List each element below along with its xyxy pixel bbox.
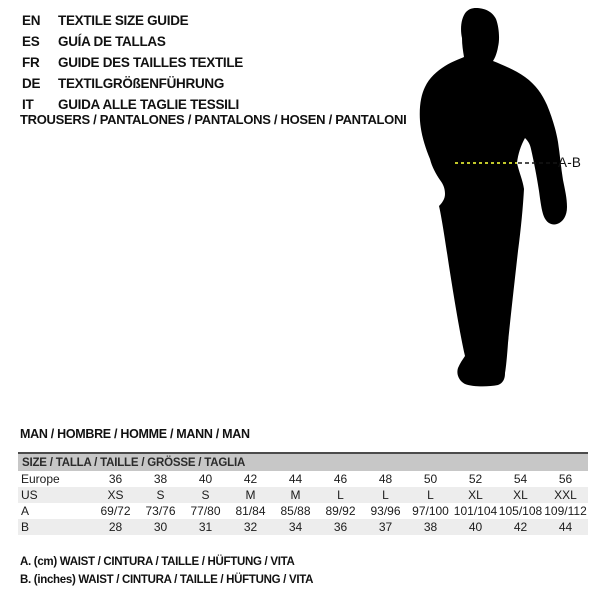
size-table-cell: 81/84 [235, 504, 266, 518]
size-table-cell: 89/92 [325, 504, 356, 518]
size-table-cell: 38 [423, 520, 438, 534]
size-table-cell: 31 [198, 520, 213, 534]
size-table-header-row [18, 453, 588, 471]
size-table-cell: 37 [378, 520, 393, 534]
size-table-cell: S [156, 488, 165, 502]
size-table-cell: XXL [554, 488, 577, 502]
language-row-es [22, 31, 243, 52]
language-row-de [22, 73, 243, 94]
size-table-cell: 40 [198, 472, 213, 486]
size-table-cell: 36 [333, 520, 348, 534]
size-table-cell: 69/72 [100, 504, 131, 518]
size-table-cell: 93/96 [370, 504, 401, 518]
size-table-row [18, 503, 588, 519]
size-table-row-label: A [21, 504, 30, 518]
size-table-cell: 73/76 [145, 504, 176, 518]
size-table-header: SIZE / TALLA / TAILLE / GRÖSSE / TAGLIA [18, 453, 588, 471]
size-table-cell: 46 [333, 472, 348, 486]
size-table-cell: L [337, 488, 344, 502]
gender-title: MAN / HOMBRE / HOMME / MANN / MAN [20, 427, 250, 441]
size-table-cell: 32 [243, 520, 258, 534]
size-table-cell: 54 [513, 472, 528, 486]
language-code: EN [22, 13, 41, 28]
note-b-inches: B. (inches) WAIST / CINTURA / TAILLE / HÜFTUNG / VITA [20, 574, 314, 586]
size-table-cell: 42 [243, 472, 258, 486]
size-table-cell: 109/112 [544, 504, 587, 518]
size-table-cell: 105/108 [498, 504, 543, 518]
size-table-row [18, 519, 588, 535]
size-table-cell: XL [468, 488, 483, 502]
size-table-cell: 40 [468, 520, 483, 534]
language-code: FR [22, 55, 40, 70]
size-table-row-label: Europe [21, 472, 60, 486]
size-table-cell: 44 [288, 472, 303, 486]
size-table-row-label: B [21, 520, 30, 534]
language-code: IT [22, 97, 34, 112]
size-table-cell: 50 [423, 472, 438, 486]
size-table-row [18, 471, 588, 487]
size-table-cell: L [382, 488, 389, 502]
language-row-en [22, 10, 243, 31]
language-label: GUÍA DE TALLAS [58, 34, 166, 49]
size-table-cell: 56 [558, 472, 573, 486]
size-table-cell: 52 [468, 472, 483, 486]
language-label: TEXTILE SIZE GUIDE [58, 13, 189, 28]
size-table-cell: 85/88 [280, 504, 311, 518]
language-row-fr [22, 52, 243, 73]
size-table-cell: 101/104 [453, 504, 498, 518]
size-table-cell: 38 [153, 472, 168, 486]
size-table-cell: S [201, 488, 210, 502]
language-label: GUIDA ALLE TAGLIE TESSILI [58, 97, 239, 112]
size-table-cell: 97/100 [412, 504, 449, 518]
size-table-cell: 42 [513, 520, 528, 534]
language-code: ES [22, 34, 40, 49]
size-table-cell: 30 [153, 520, 168, 534]
size-table-cell: 77/80 [190, 504, 221, 518]
note-a-cm: A. (cm) WAIST / CINTURA / TAILLE / HÜFTUNG / VITA [20, 556, 295, 568]
category-title: TROUSERS / PANTALONES / PANTALONS / HOSEN / PANTALONI [20, 112, 407, 127]
language-label: TEXTILGRÖßENFÜHRUNG [58, 76, 225, 91]
man-silhouette [410, 0, 600, 400]
size-table-cell: 36 [108, 472, 123, 486]
size-table-cell: 48 [378, 472, 393, 486]
size-table-row [18, 487, 588, 503]
size-table-body [18, 453, 588, 535]
size-table-cell: L [427, 488, 434, 502]
language-code: DE [22, 76, 41, 91]
size-table-cell: XS [107, 488, 124, 502]
size-table-cell: 44 [558, 520, 573, 534]
size-table-row-label: US [21, 488, 38, 502]
language-list [22, 10, 243, 115]
size-table-cell: XL [513, 488, 528, 502]
size-table-cell: M [290, 488, 301, 502]
measure-label-ab: A-B [558, 155, 582, 170]
man-silhouette-shape [420, 8, 567, 386]
size-table [18, 452, 588, 535]
size-table-cell: 28 [108, 520, 123, 534]
size-table-cell: 34 [288, 520, 303, 534]
measurement-notes [20, 553, 313, 589]
language-label: GUIDE DES TAILLES TEXTILE [58, 55, 244, 70]
size-table-cell: M [245, 488, 256, 502]
